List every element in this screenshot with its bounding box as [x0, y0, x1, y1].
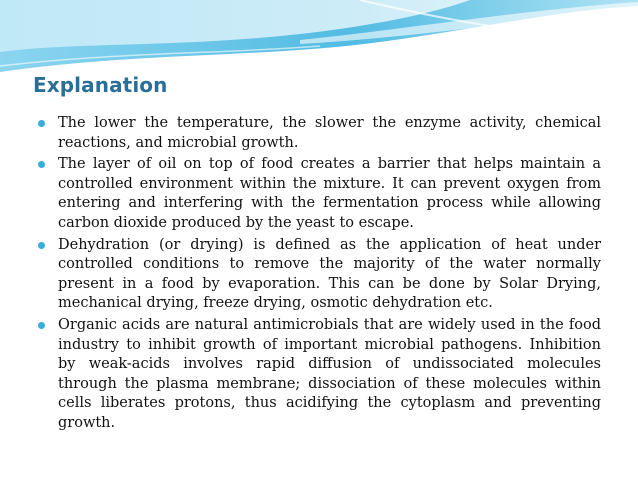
- bullet-item: [38, 316, 601, 434]
- bullet-item: [38, 155, 601, 233]
- bullet-text: The lower the temperature, the slower the enzyme activity, chemical reactions, and microbial growth.: [58, 115, 601, 151]
- bullet-item: [38, 114, 601, 153]
- slide-title: Explanation: [33, 73, 168, 97]
- bullet-dot-icon: [38, 242, 45, 249]
- bullet-dot-icon: [38, 161, 45, 168]
- bullet-text: Organic acids are natural antimicrobials that are widely used in the food industry to inhibit growth of important microbial pathogens. Inhibition by weak-acids involves rapid diffusion of undissociated molecules through the plasma membrane; dissociation of these molecules within cells liberates protons, thus acidifying the cytoplasm and preventing growth.: [58, 316, 601, 431]
- bullet-dot-icon: [38, 322, 45, 329]
- bullet-text: The layer of oil on top of food creates a barrier that helps maintain a controlled environment within the mixture. It can prevent oxygen from entering and interfering with the fermentation process while allowing carbon dioxide produced by the yeast to escape.: [58, 156, 601, 231]
- bullet-text: Dehydration (or drying) is defined as the application of heat under controlled conditions to remove the majority of the water normally present in a food by evaporation. This can be done by Solar Drying, mechanical drying, freeze drying, osmotic dehydration etc.: [58, 236, 601, 312]
- bullet-list: [38, 114, 601, 436]
- bullet-dot-icon: [38, 120, 45, 127]
- bullet-item: [38, 236, 601, 314]
- header-wave-decoration: [0, 0, 638, 80]
